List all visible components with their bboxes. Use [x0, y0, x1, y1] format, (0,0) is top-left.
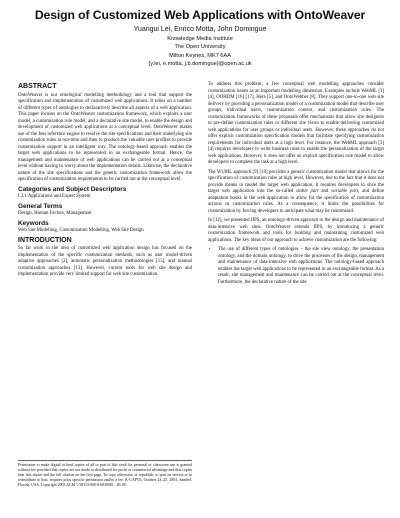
intro-text: So far work in the area of customized web application design has focused on the implementation of the specific customization methods, such as user model-driven adaptive approaches [2], automatic personalization methodologies [15], and manual customization approaches [13]. However, current tools for web site design and implementation provide very limited support for web site customization. — [18, 246, 192, 277]
copyright-footnote — [18, 460, 192, 488]
abstract-text: OntoWeaver is our ontological modelling methodology and a tool that support the specification and implementation of customized web applications. It relies on a number of different types of ontologies to declaratively describe all aspects of a web application. This paper focuses on the OntoWeaver customization framework, which exploits a user model, a customization rule model, and a declarative site model, to enable the design and development of customized web applications at a conceptual level. OntoWeaver makes use of the Jess inference engine to resolve the site specifications and their underlying site customization rules at run-time and then to produce the valuable user profiles to provide customization support in an intelligent way. The ontology-based approach enables the target web applications to be represented in an exchangeable format. Hence, the management and maintenance of web applications can be carried out at a conceptual level without having to worry about the implementation details. Likewise, the declarative nature of the site specifications and the generic customization framework allow the specification of customization requirements to be carried out at the conceptual level. — [18, 92, 192, 182]
p2-italic-variable: variable part — [331, 189, 359, 194]
authors: Yuangui Lei, Enrico Motta, John Domingue — [133, 26, 267, 33]
list-item: • The use of different types of ontologies – the site view ontology, the presentation ontology, and the domain ontology, to drive the processes of the design, management and maintenance of data-intensive web applications. The ontology-based approach enables the target web applications to be represented in an exchangeable format. As a result, site management and maintenance can be carried out at the conceptual level. Furthermore, the declarative nature of the site — [218, 247, 384, 286]
p2-text-c: , and define adaptation hooks in the web application to allow for the specification of customization actions in customization rules. As a consequence, it limits the possibilities for customization by forcing developers to anticipate what may be customized. — [208, 189, 385, 214]
right-paragraph-3: In [12], we presented IIPS, an ontology-driven approach to the design and maintenance of data-intensive web sites. OntoWeaver extends IIPS, by introducing a generic customization framework and tools for building and maintaining customized web applications. The key ideas of our approach to achieve customization are the following: — [208, 218, 384, 243]
right-paragraph-2 — [208, 170, 384, 216]
institute: Knowledge Media Institute — [167, 35, 233, 42]
left-column — [18, 82, 192, 282]
categories-text: I.2.1 Applications and Expert System — [18, 194, 91, 199]
p2-text-a: The WUML approach [9] [10] provides a generic customization model that allows for the specification of customization rules at high level. However, due to the fact that it does not provide means to model the target web application, it requires developers to slice the target web application into the so-called — [208, 169, 384, 194]
keywords-heading: Keywords — [18, 219, 49, 227]
author-block — [0, 26, 400, 69]
intro-heading: INTRODUCTION — [18, 236, 72, 244]
keywords-text: Web Site Modelling, Customization Modelling, Web Site Design — [18, 228, 144, 233]
p2-text-b: and — [318, 189, 332, 194]
right-column — [208, 82, 384, 286]
categories-heading: Categories and Subject Descriptors — [18, 185, 127, 193]
p2-italic-stable: stable part — [296, 189, 319, 194]
right-paragraph-1: To address this problem, a few conceptual web modelling approaches consider customization issues as an important modelling dimension. Examples include WebML [3] [4], OOHDM [16] [17], Hera [5], and OntoWebber [8]. They support one-to-one web site delivery by providing a personalization model or a customization model that describe user groups, individual users, customization context, and customization rules. The customization frameworks of these proposals offer mechanisms that allow site designers to pre-define customization rules or different site views to enable delivering customized web applications for user groups or individual users. However, these approaches do not offer explicit customization specification models that facilitate specifying customization requirements for individual users at a high level. For instance, the WebML approach [3] [4] requires developers to write business rules to enable the personalization of the target web applications. However, it does not offer an explicit specification rule model to allow developers to complete the task at a high level. — [208, 82, 384, 165]
university: The Open University — [174, 44, 226, 51]
footnote-text: Permission to make digital or hard copies of all or part of this work for personal or classroom use is granted without fee provided that copies are not made or distributed for profit or commercial advantage and that copies bear this notice and the full citation on the first page. To copy otherwise, or republish, to post on servers or to redistribute to lists, requires prior specific permission and/or a fee. K-CAP'03, October 23–25, 2003, Sanibel, Florida, USA. Copyright 2003 ACM 1-58113-000-0/00/0000…$5.00. — [18, 463, 192, 487]
key-ideas-list — [208, 247, 384, 286]
address: Milton Keynes, MK7 6AA — [169, 52, 231, 59]
email: {y.lei, e.motta, j.b.domingue}@open.ac.uk — [148, 61, 252, 68]
terms-text: Design, Human Factors, Management — [18, 211, 92, 216]
abstract-heading: ABSTRACT — [18, 83, 57, 90]
terms-heading: General Terms — [18, 202, 63, 210]
paper-title: Design of Customized Web Applications with OntoWeaver — [34, 8, 366, 22]
